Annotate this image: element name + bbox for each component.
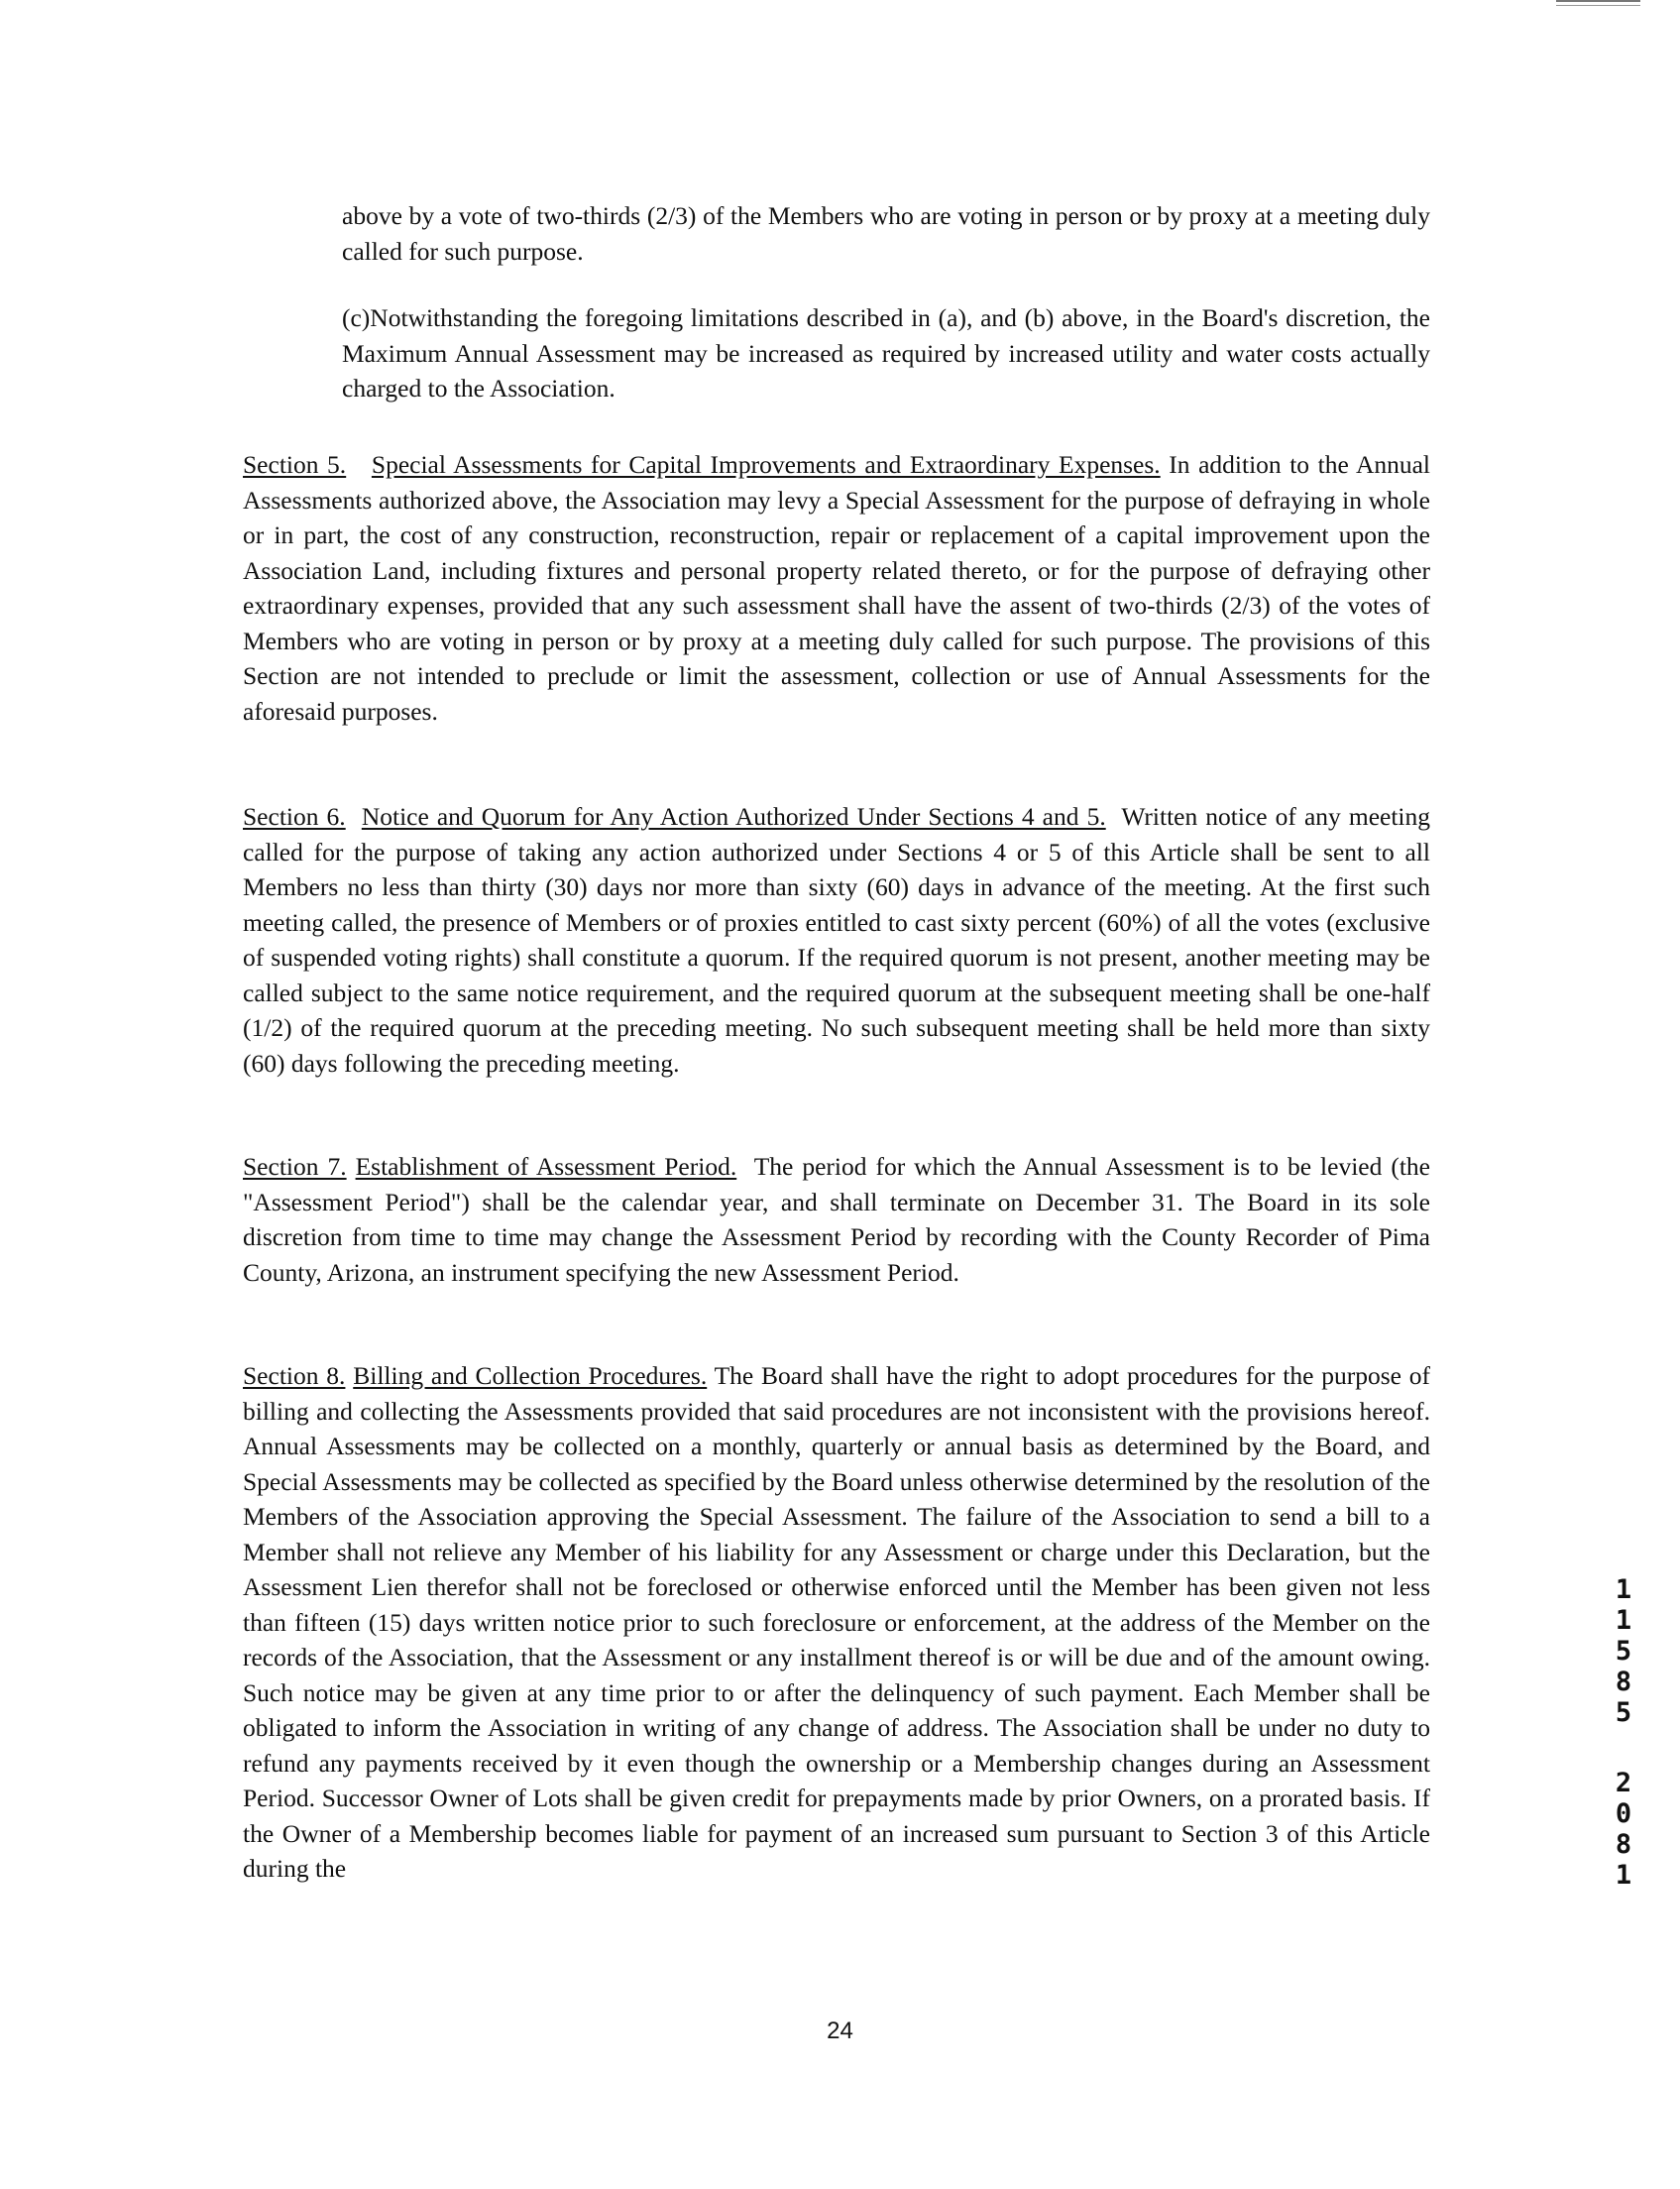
- section-7-number: Section 7.: [243, 1152, 347, 1181]
- scan-edge-mark: [1556, 0, 1640, 6]
- section-5-body: In addition to the Annual Assessments authorized above, the Association may levy a Special Assessment for the purpose of defraying in whole or in part, the cost of any construction, reconstruction, repair or replacement of a capital improvement upon the Association Land, including fixtures and personal property related thereto, or for the purpose of defraying other extraordinary expenses, provided that any such assessment shall have the assent of two-thirds (2/3) of the votes of Members who are voting in person or by proxy at a meeting duly called for such purpose. The provisions of this Section are not intended to preclude or limit the assessment, collection or use of Annual Assessments for the aforesaid purposes.: [243, 450, 1431, 726]
- section-5-number: Section 5.: [243, 450, 347, 479]
- section-8-body: The Board shall have the right to adopt procedures for the purpose of billing and collecting the Assessments provided that said procedures are not inconsistent with the provisions hereof. Annual Assessments may be collected on a monthly, quarterly or annual basis as determined by the Board, and Special Assessments may be collected as specified by the Board unless otherwise determined by the resolution of the Members of the Association approving the Special Assessment. The failure of the Association to send a bill to a Member shall not relieve any Member of his liability for any Assessment or charge under this Declaration, but the Assessment Lien therefor shall not be foreclosed or otherwise enforced until the Member has been given not less than fifteen (15) days written notice prior to such foreclosure or enforcement, at the address of the Member on the records of the Association, that the Assessment or any installment thereof is or will be due and of the amount owing. Such notice may be given at any time prior to or after the delinquency of such payment. Each Member shall be obligated to inform the Association in writing of any change of address. The Association shall be under no duty to refund any payments received by it even though the ownership or a Membership changes during an Assessment Period. Successor Owner of Lots shall be given credit for prepayments made by prior Owners, on a prorated basis. If the Owner of a Membership becomes liable for payment of an increased sum pursuant to Section 3 of this Article during the: [243, 1361, 1430, 1883]
- recording-stamp-top: 1 1 5 8 5: [1615, 1574, 1632, 1728]
- page-number: 24: [827, 2017, 853, 2044]
- section-5-title: Special Assessments for Capital Improvements and Extraordinary Expenses.: [371, 450, 1161, 479]
- section-8: [243, 1358, 1430, 1887]
- section-6-title: Notice and Quorum for Any Action Authorized Under Sections 4 and 5.: [361, 802, 1106, 831]
- section-5: [243, 447, 1430, 729]
- section-7-title: Establishment of Assessment Period.: [355, 1152, 737, 1181]
- paragraph-continuation: above by a vote of two-thirds (2/3) of the Members who are voting in person or by proxy at a meeting duly called for such purpose.: [342, 201, 1430, 266]
- section-8-title: Billing and Collection Procedures.: [353, 1361, 708, 1390]
- section-6-body: Written notice of any meeting called for the purpose of taking any action authorized under Sections 4 or 5 of this Article shall be sent to all Members no less than thirty (30) days nor more than sixty (60) days in advance of the meeting. At the first such meeting called, the presence of Members or of proxies entitled to cast sixty percent (60%) of all the votes (exclusive of suspended voting rights) shall constitute a quorum. If the required quorum is not present, another meeting may be called subject to the same notice requirement, and the required quorum at the subsequent meeting shall be one-half (1/2) of the required quorum at the preceding meeting. No such subsequent meeting shall be held more than sixty (60) days following the preceding meeting.: [243, 802, 1431, 1078]
- section-6-number: Section 6.: [243, 802, 346, 831]
- section-7: [243, 1149, 1430, 1290]
- paragraph-c: (c)Notwithstanding the foregoing limitations described in (a), and (b) above, in the Board's discretion, the Maximum Annual Assessment may be increased as required by increased utility and water costs actually charged to the Association.: [342, 303, 1430, 403]
- section-8-number: Section 8.: [243, 1361, 346, 1390]
- section-7-body: The period for which the Annual Assessment is to be levied (the "Assessment Period") shall be the calendar year, and shall terminate on December 31. The Board in its sole discretion from time to time may change the Assessment Period by recording with the County Recorder of Pima County, Arizona, an instrument specifying the new Assessment Period.: [243, 1152, 1430, 1287]
- recording-stamp-bottom: 2 0 8 1: [1615, 1768, 1632, 1891]
- section-6: [243, 799, 1430, 1081]
